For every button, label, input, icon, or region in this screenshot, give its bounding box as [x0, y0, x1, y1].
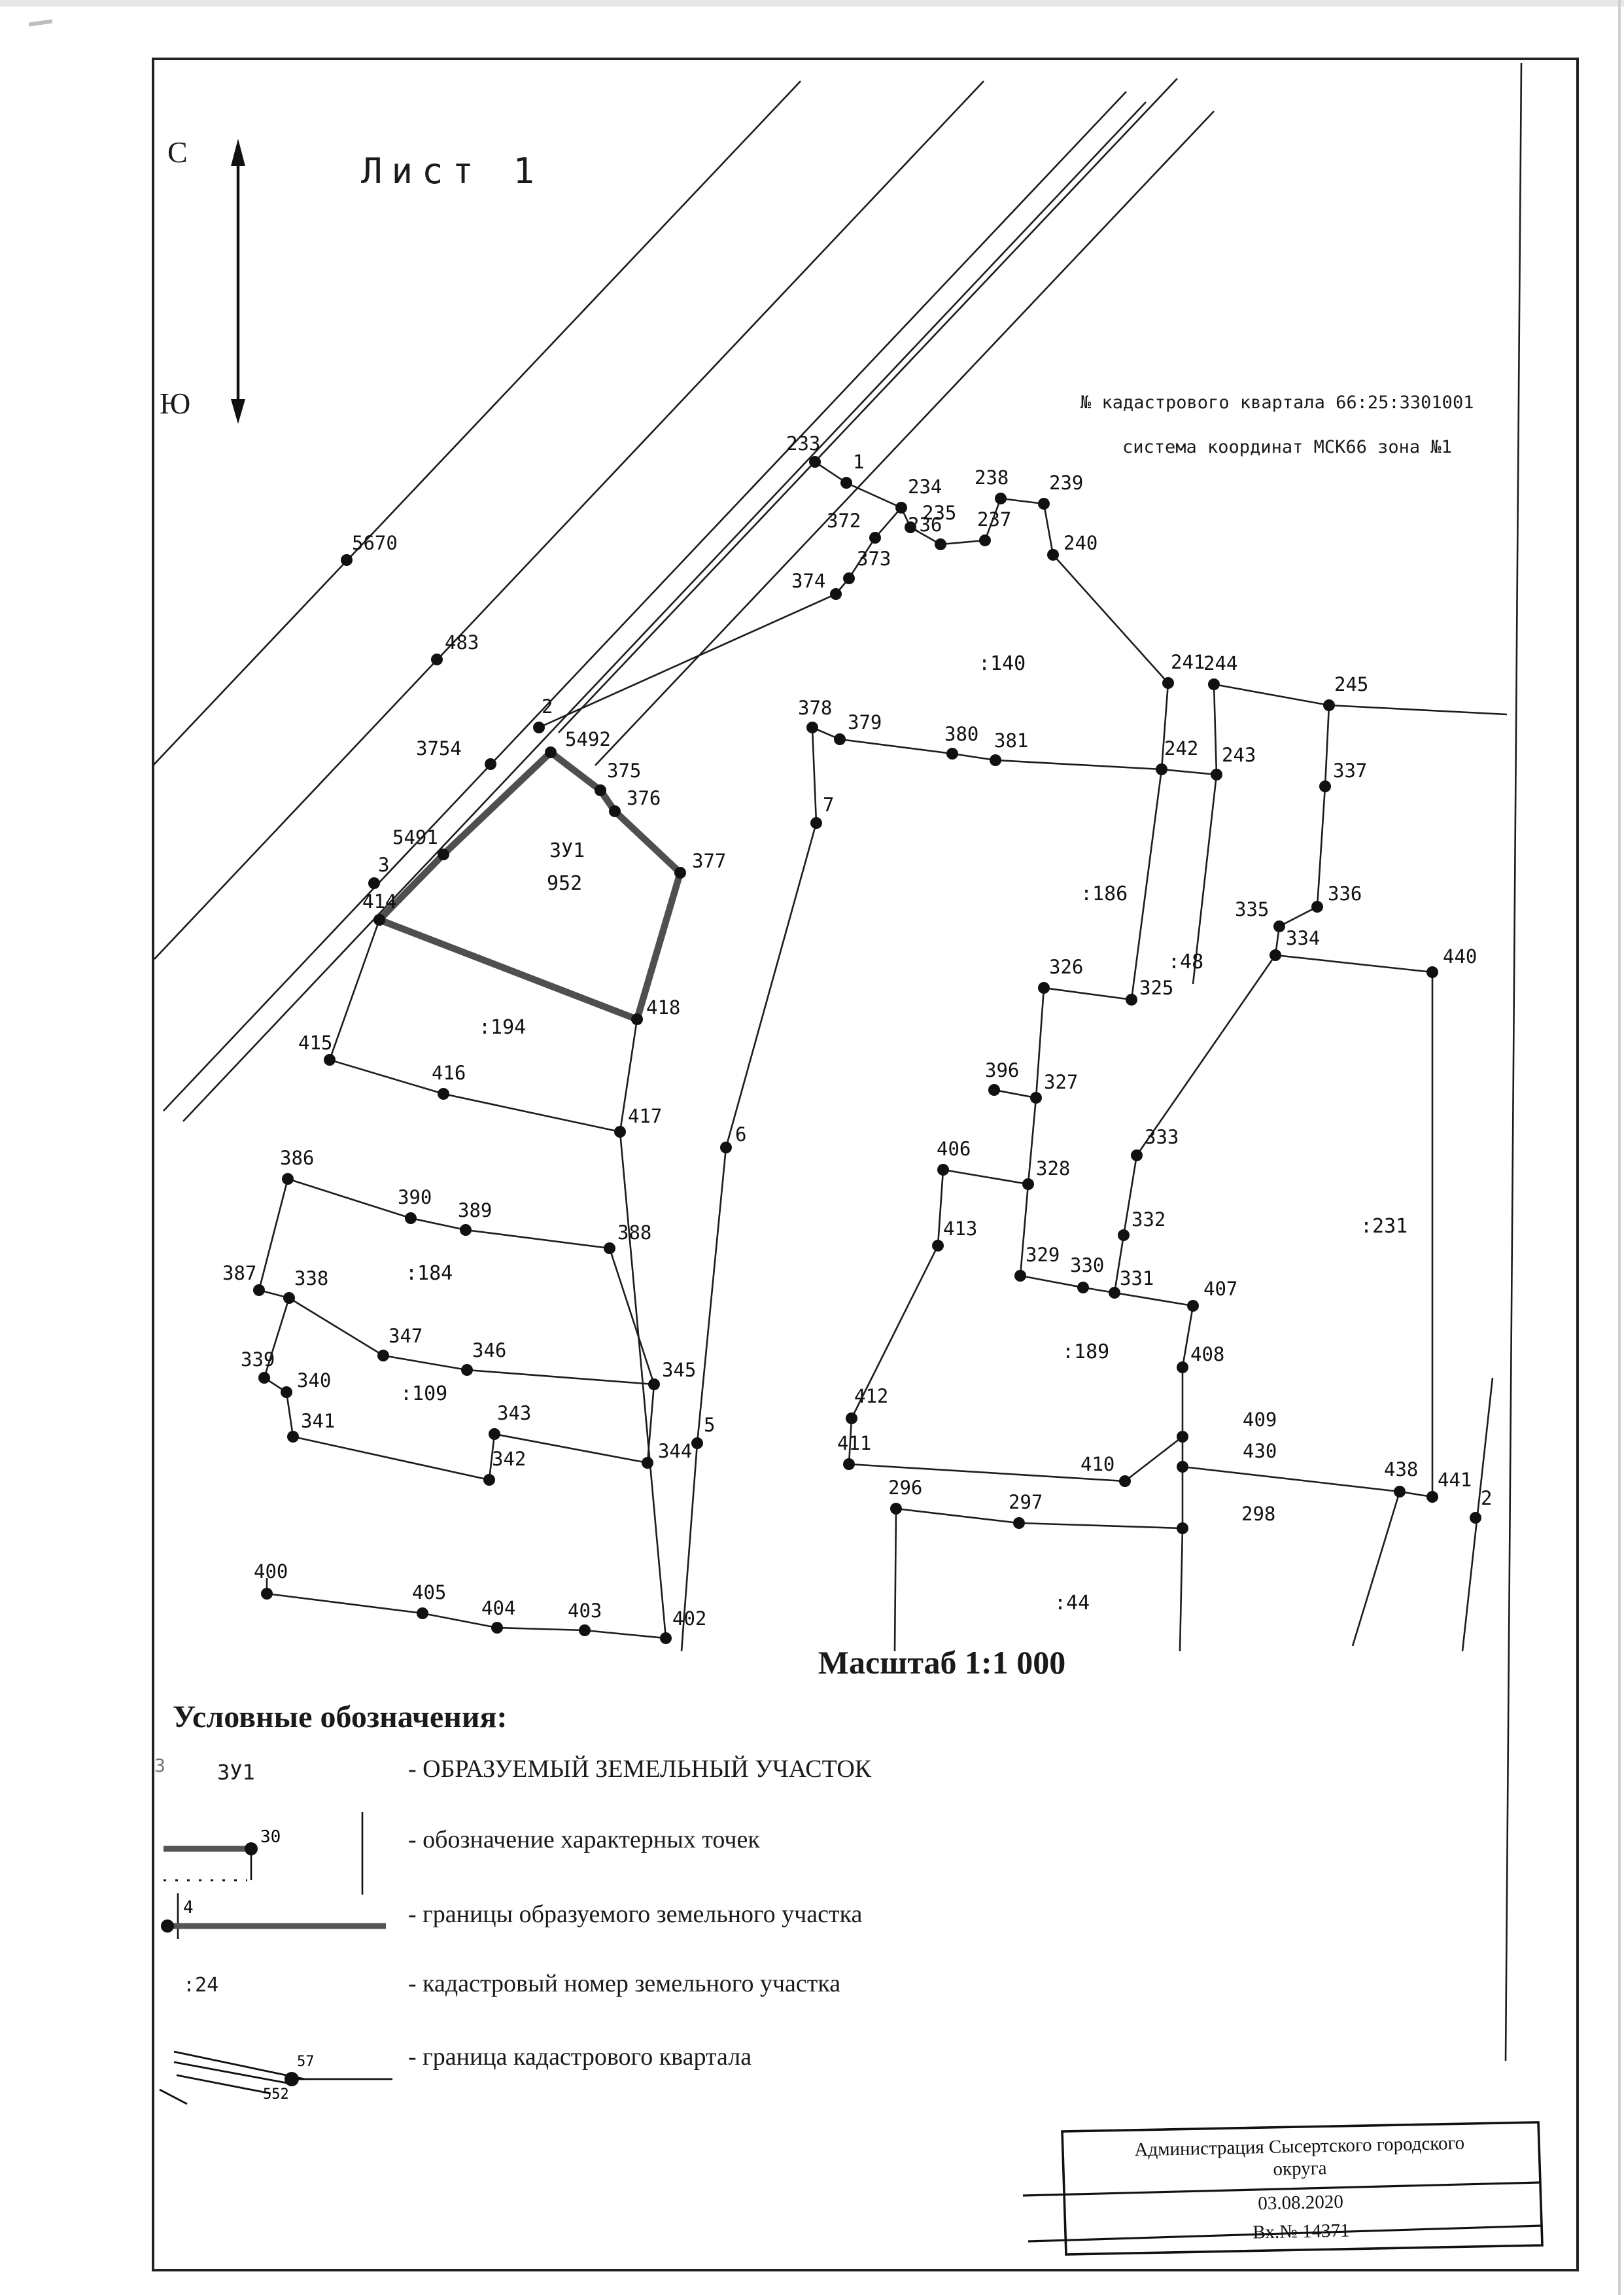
legend-row2-text: - обозначение характерных точек	[408, 1827, 760, 1854]
point-marker	[461, 1364, 473, 1376]
point-marker	[1177, 1361, 1188, 1373]
point-label: 325	[1139, 977, 1174, 999]
point-marker	[1426, 966, 1438, 978]
point-label: 5670	[352, 532, 398, 554]
point-label: 327	[1044, 1071, 1079, 1093]
point-marker	[368, 877, 380, 889]
legend-zu1-edge-glyph: 3	[154, 1756, 165, 1777]
point-marker	[614, 1126, 626, 1138]
boundary-chain	[938, 1170, 943, 1246]
boundary-line	[1329, 705, 1507, 714]
point-marker	[533, 722, 545, 733]
point-label: 237	[977, 508, 1012, 531]
parcel-label: 952	[547, 872, 583, 895]
boundary-line	[1506, 63, 1521, 2061]
point-marker	[483, 1474, 495, 1486]
north-label: С	[167, 136, 188, 169]
point-marker	[595, 784, 606, 796]
point-marker	[609, 805, 621, 817]
cadastral-quarter-number: № кадастрового квартала 66:25:3301001	[1080, 393, 1474, 413]
point-label: 415	[298, 1032, 333, 1054]
point-label: 330	[1070, 1254, 1105, 1276]
point-label: 413	[943, 1218, 978, 1240]
point-marker	[438, 1088, 449, 1100]
legend-boundary-symbol	[153, 1889, 408, 1952]
point-label: 406	[937, 1138, 971, 1160]
point-label: 1	[853, 451, 865, 473]
point-label: 234	[908, 476, 942, 498]
point-label: 405	[412, 1581, 447, 1603]
point-label: 298	[1241, 1503, 1276, 1525]
point-label: 377	[692, 850, 727, 872]
point-label: 379	[848, 711, 882, 733]
legend-row1-text: - ОБРАЗУЕМЫЙ ЗЕМЕЛЬНЫЙ УЧАСТОК	[408, 1756, 872, 1783]
point-label: 342	[492, 1448, 527, 1470]
point-marker	[1077, 1282, 1089, 1293]
point-marker	[660, 1632, 672, 1644]
point-label: 334	[1286, 927, 1321, 949]
point-marker	[1270, 949, 1281, 961]
point-marker	[843, 572, 855, 584]
parcel-label: ЗУ1	[549, 839, 585, 862]
boundary-chain	[1214, 684, 1329, 705]
point-marker	[1177, 1461, 1188, 1473]
point-label: 343	[497, 1402, 532, 1424]
page-title: Лист 1	[361, 152, 544, 192]
point-marker	[631, 1013, 643, 1025]
point-marker	[1211, 769, 1222, 780]
point-marker	[261, 1588, 273, 1600]
point-label: 245	[1334, 673, 1369, 695]
point-marker	[1047, 549, 1059, 561]
point-marker	[1311, 901, 1323, 913]
point-marker	[377, 1350, 389, 1361]
parcel-label: :184	[406, 1262, 453, 1285]
boundary-chain	[1114, 955, 1275, 1293]
point-label: 373	[857, 548, 891, 570]
legend-zu1-symbol: ЗУ1	[217, 1760, 255, 1785]
point-marker	[1273, 920, 1285, 932]
point-label: 241	[1171, 651, 1205, 673]
boundary-line	[595, 111, 1214, 765]
point-label: 381	[994, 729, 1029, 752]
point-marker	[282, 1173, 294, 1185]
point-label: 438	[1384, 1458, 1419, 1480]
point-label: 240	[1063, 532, 1098, 554]
legend-point-number: 30	[260, 1827, 281, 1847]
point-marker	[869, 532, 881, 544]
point-label: 407	[1203, 1278, 1238, 1300]
parcel-label: :140	[978, 652, 1026, 675]
stamp-date: 03.08.2020	[1257, 2191, 1344, 2215]
point-marker	[648, 1378, 660, 1390]
point-marker	[579, 1624, 591, 1636]
point-marker	[283, 1292, 295, 1304]
point-label: 412	[854, 1385, 889, 1407]
point-marker	[417, 1607, 428, 1619]
point-label: 238	[975, 466, 1009, 489]
parcel-label: :194	[479, 1016, 527, 1039]
point-marker	[937, 1164, 949, 1176]
point-label: 483	[445, 631, 479, 654]
point-label: 346	[472, 1339, 507, 1361]
point-marker	[341, 554, 353, 566]
legend-row4-text: - кадастровый номер земельного участка	[408, 1971, 841, 1998]
point-marker	[1323, 699, 1335, 711]
point-marker	[373, 914, 385, 926]
point-label: 378	[798, 697, 833, 719]
point-marker	[1187, 1300, 1199, 1312]
point-label: 3754	[416, 737, 462, 760]
point-marker	[846, 1412, 857, 1424]
point-label: 344	[658, 1440, 693, 1462]
point-label: 347	[389, 1325, 423, 1347]
point-marker	[1126, 994, 1137, 1006]
boundary-chain	[943, 1170, 1028, 1184]
boundary-chain	[330, 1060, 620, 1132]
point-label: 400	[254, 1560, 288, 1583]
point-label: 418	[646, 996, 681, 1019]
legend-quarter-point-number: 57	[297, 2054, 315, 2070]
point-label: 409	[1243, 1409, 1277, 1431]
boundary-chain	[288, 1179, 610, 1248]
point-label: 337	[1333, 760, 1368, 782]
point-marker	[1156, 763, 1167, 775]
point-marker	[324, 1054, 336, 1066]
point-marker	[1426, 1491, 1438, 1503]
point-marker	[988, 1084, 1000, 1096]
point-marker	[491, 1622, 503, 1634]
point-label: 3	[378, 854, 390, 876]
point-label: 233	[786, 432, 821, 455]
point-marker	[1013, 1517, 1025, 1529]
point-label: 372	[827, 510, 861, 532]
boundary-line	[1353, 1492, 1400, 1646]
point-marker	[1177, 1522, 1188, 1534]
boundary-chain	[1114, 1293, 1193, 1306]
point-label: 341	[301, 1410, 336, 1432]
point-marker	[1131, 1149, 1143, 1161]
point-label: 387	[222, 1262, 257, 1284]
boundary-line	[183, 102, 1146, 1121]
point-marker	[1119, 1475, 1131, 1487]
point-label: 411	[837, 1432, 872, 1454]
point-label: 235	[922, 502, 957, 524]
point-marker	[890, 1503, 902, 1515]
point-marker	[1208, 678, 1220, 690]
point-marker	[1038, 498, 1050, 510]
point-label: 374	[791, 570, 826, 592]
point-label: 2	[542, 695, 553, 718]
legend-point-symbol	[153, 1806, 389, 1900]
point-marker	[1470, 1512, 1481, 1524]
point-label: 416	[432, 1062, 466, 1084]
stamp-box	[1023, 2122, 1542, 2254]
point-label: 335	[1235, 898, 1270, 920]
point-marker	[809, 456, 821, 468]
point-label: 336	[1328, 883, 1362, 905]
parcel-label: :189	[1062, 1340, 1110, 1363]
point-marker	[674, 867, 686, 879]
point-marker	[990, 754, 1001, 766]
south-label: Ю	[160, 387, 191, 420]
point-marker	[1022, 1178, 1034, 1190]
parcel-label: :186	[1080, 883, 1128, 905]
parcel-label: :44	[1054, 1592, 1090, 1615]
coordinate-system: система координат МСК66 зона №1	[1122, 437, 1452, 458]
boundary-chain	[259, 1179, 288, 1290]
point-label: 5491	[392, 826, 438, 849]
point-label: 296	[888, 1477, 923, 1499]
point-marker	[979, 534, 991, 546]
point-marker	[485, 758, 496, 770]
north-arrow	[231, 139, 245, 424]
boundary-chain	[1214, 684, 1217, 775]
stamp-number: Вх.№ 14371	[1253, 2220, 1350, 2243]
point-label: 243	[1222, 744, 1256, 766]
point-label: 236	[908, 514, 942, 536]
point-marker	[895, 502, 907, 514]
point-label: 326	[1049, 956, 1084, 978]
legend-boundary-point-number: 4	[183, 1898, 194, 1918]
boundary-chain	[264, 1378, 293, 1437]
point-marker	[281, 1386, 292, 1398]
legend-quarter-border-symbol	[153, 2036, 408, 2114]
parcel-label: :231	[1360, 1215, 1408, 1238]
point-label: 345	[662, 1359, 697, 1381]
point-label: 441	[1438, 1469, 1472, 1491]
point-label: 408	[1190, 1343, 1225, 1365]
legend-row3-text: - границы образуемого земельного участка	[408, 1901, 863, 1929]
point-marker	[830, 588, 842, 600]
point-label: 333	[1145, 1126, 1179, 1148]
point-marker	[840, 477, 852, 489]
stamp-org-line2: округа	[1273, 2158, 1327, 2180]
point-label: 339	[241, 1348, 275, 1371]
point-label: 410	[1080, 1453, 1115, 1475]
stamp-org-line1: Администрация Сысертского городского	[1134, 2132, 1465, 2161]
point-marker	[1319, 780, 1331, 792]
point-label: 6	[735, 1123, 747, 1146]
point-label: 388	[617, 1221, 652, 1244]
point-label: 2	[1481, 1487, 1493, 1509]
point-marker	[642, 1457, 653, 1469]
legend-header: Условные обозначения:	[173, 1701, 508, 1735]
point-label: 338	[294, 1267, 329, 1289]
point-label: 386	[280, 1147, 315, 1169]
point-label: 331	[1120, 1267, 1154, 1289]
point-marker	[431, 654, 443, 665]
point-label: 332	[1132, 1208, 1166, 1231]
point-label: 380	[944, 723, 979, 745]
boundary-chain	[697, 727, 816, 1443]
point-label: 417	[628, 1105, 663, 1127]
point-label: 430	[1243, 1440, 1277, 1462]
point-marker	[1109, 1287, 1120, 1299]
point-label: 7	[823, 794, 835, 816]
point-marker	[460, 1224, 472, 1236]
point-label: 242	[1164, 737, 1199, 760]
boundary-chain	[1275, 705, 1329, 955]
legend-quarter-point-number2: 552	[263, 2086, 289, 2103]
point-marker	[489, 1428, 500, 1440]
point-label: 396	[985, 1059, 1020, 1081]
point-marker	[1177, 1431, 1188, 1443]
parcel-label: :48	[1168, 951, 1204, 973]
point-marker	[287, 1431, 299, 1443]
point-marker	[995, 493, 1007, 504]
point-marker	[1118, 1229, 1130, 1241]
point-marker	[834, 733, 846, 745]
parcel-label: :109	[400, 1382, 448, 1405]
point-marker	[1038, 982, 1050, 994]
point-marker	[843, 1458, 855, 1470]
point-label: 440	[1443, 945, 1477, 968]
point-label: 402	[672, 1607, 707, 1630]
point-marker	[1030, 1092, 1042, 1104]
point-marker	[253, 1284, 265, 1296]
point-marker	[258, 1372, 270, 1384]
point-marker	[946, 748, 958, 760]
boundary-chain	[1275, 955, 1432, 972]
boundary-chain	[293, 1434, 648, 1480]
point-label: 375	[607, 760, 642, 782]
point-marker	[405, 1212, 417, 1224]
boundary-chain	[267, 1594, 666, 1638]
boundary-chain	[849, 1437, 1183, 1481]
boundary-chain	[1132, 769, 1162, 1000]
point-marker	[604, 1242, 615, 1254]
point-label: 340	[297, 1369, 332, 1392]
point-label: 329	[1026, 1244, 1060, 1266]
boundary-chain	[994, 1090, 1036, 1098]
point-label: 5	[704, 1414, 716, 1436]
boundary-line	[895, 1509, 896, 1651]
point-label: 5492	[565, 728, 611, 750]
point-label: 328	[1036, 1157, 1071, 1180]
point-marker	[1162, 677, 1174, 689]
legend-cadnum-symbol: :24	[183, 1973, 219, 1997]
point-marker	[438, 849, 449, 860]
point-marker	[691, 1437, 703, 1449]
point-marker	[932, 1240, 944, 1252]
point-label: 244	[1203, 652, 1238, 674]
point-marker	[1014, 1270, 1026, 1282]
boundary-chain	[812, 727, 1162, 769]
point-label: 376	[627, 787, 661, 809]
point-marker	[806, 722, 818, 733]
point-marker	[1394, 1486, 1406, 1498]
point-label: 389	[458, 1199, 492, 1221]
point-label: 414	[362, 890, 397, 913]
point-marker	[810, 817, 822, 829]
scale-caption: Масштаб 1:1 000	[818, 1646, 1066, 1681]
point-marker	[720, 1142, 732, 1153]
point-marker	[935, 538, 946, 550]
point-label: 404	[481, 1597, 516, 1619]
legend-row5-text: - граница кадастрового квартала	[408, 2044, 752, 2071]
point-label: 403	[568, 1600, 602, 1622]
point-label: 239	[1049, 472, 1084, 494]
boundary-chain	[539, 508, 901, 727]
point-marker	[545, 746, 557, 758]
point-label: 297	[1009, 1491, 1043, 1513]
boundary-line	[1180, 1528, 1183, 1651]
point-label: 390	[398, 1186, 432, 1208]
